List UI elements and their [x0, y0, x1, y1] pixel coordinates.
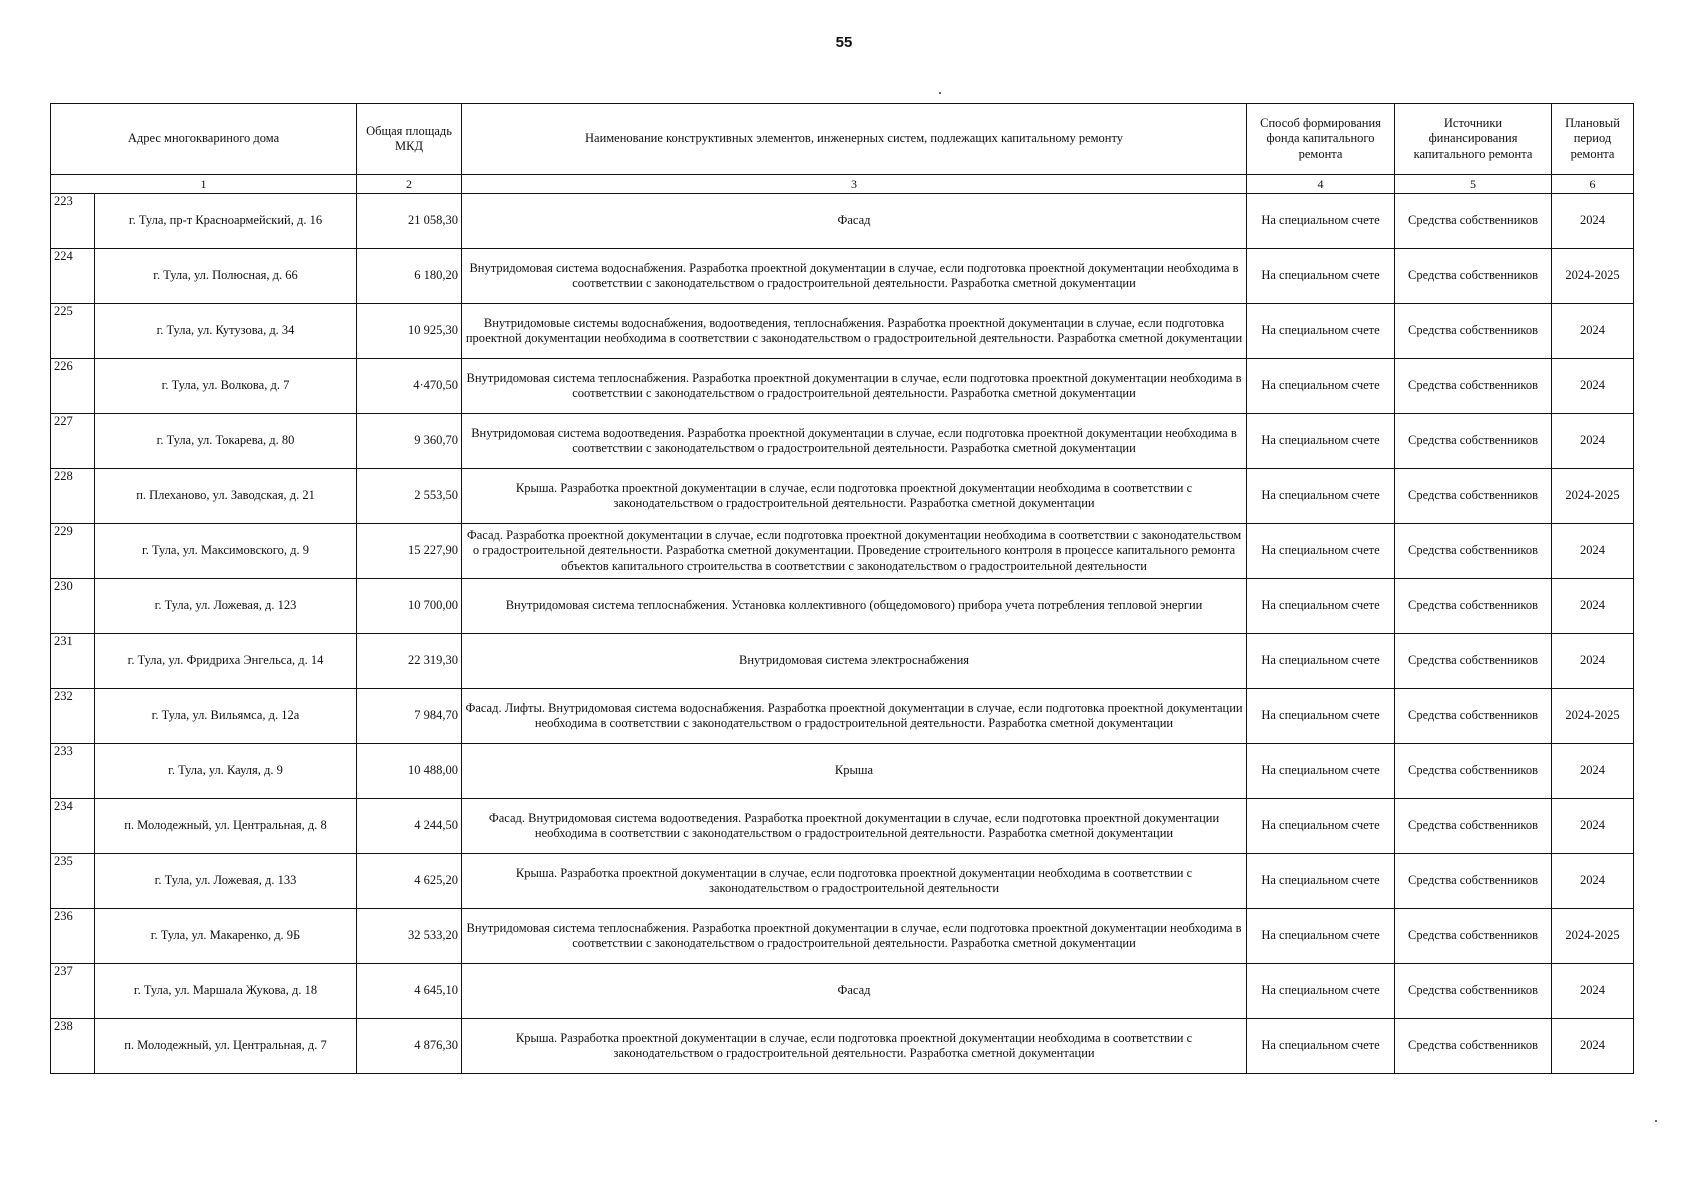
fund-mode-cell: На специальном счете — [1247, 854, 1395, 909]
works-cell: Крыша. Разработка проектной документации в случае, если подготовка проектной документации необходима в соответствии с законодательством о градостроительной деятельности — [462, 854, 1247, 909]
table-header-row — [51, 104, 1634, 175]
funding-source-cell: Средства собственников — [1395, 799, 1552, 854]
fund-mode-cell: На специальном счете — [1247, 524, 1395, 579]
address-cell: г. Тула, ул. Ложевая, д. 123 — [95, 579, 357, 634]
table-row — [51, 1019, 1634, 1074]
area-cell: 2 553,50 — [357, 469, 462, 524]
works-cell: Внутридомовая система водоотведения. Разработка проектной документации в случае, если подготовка проектной документации необходима в соответствии с законодательством о градостроительной деятельности. Разработка сметной документации — [462, 414, 1247, 469]
address-cell: п. Плеханово, ул. Заводская, д. 21 — [95, 469, 357, 524]
fund-mode-cell: На специальном счете — [1247, 469, 1395, 524]
area-cell: 9 360,70 — [357, 414, 462, 469]
fund-mode-cell: На специальном счете — [1247, 249, 1395, 304]
address-cell: г. Тула, ул. Макаренко, д. 9Б — [95, 909, 357, 964]
table-row — [51, 304, 1634, 359]
area-cell: 21 058,30 — [357, 194, 462, 249]
table-row — [51, 469, 1634, 524]
table-row — [51, 744, 1634, 799]
fund-mode-cell: На специальном счете — [1247, 909, 1395, 964]
period-cell: 2024 — [1552, 854, 1634, 909]
area-cell: 6 180,20 — [357, 249, 462, 304]
address-cell: г. Тула, ул. Ложевая, д. 133 — [95, 854, 357, 909]
fund-mode-cell: На специальном счете — [1247, 964, 1395, 1019]
area-cell: 15 227,90 — [357, 524, 462, 579]
address-cell: г. Тула, ул. Полюсная, д. 66 — [95, 249, 357, 304]
funding-source-cell: Средства собственников — [1395, 414, 1552, 469]
funding-source-cell: Средства собственников — [1395, 524, 1552, 579]
address-cell: г. Тула, ул. Кауля, д. 9 — [95, 744, 357, 799]
row-number: 234 — [51, 799, 95, 854]
works-cell: Крыша. Разработка проектной документации в случае, если подготовка проектной документации необходима в соответствии с законодательством о градостроительной деятельности. Разработка сметной документации — [462, 1019, 1247, 1074]
row-number: 238 — [51, 1019, 95, 1074]
works-cell: Фасад — [462, 964, 1247, 1019]
column-number: 4 — [1247, 175, 1395, 194]
funding-source-cell: Средства собственников — [1395, 964, 1552, 1019]
header-period: Плановый период ремонта — [1552, 104, 1634, 175]
column-number: 5 — [1395, 175, 1552, 194]
period-cell: 2024 — [1552, 579, 1634, 634]
scan-speck — [1655, 1120, 1657, 1122]
funding-source-cell: Средства собственников — [1395, 304, 1552, 359]
funding-source-cell: Средства собственников — [1395, 469, 1552, 524]
address-cell: г. Тула, ул. Вильямса, д. 12а — [95, 689, 357, 744]
table-row — [51, 194, 1634, 249]
table-row — [51, 689, 1634, 744]
table-body — [51, 194, 1634, 1074]
row-number: 230 — [51, 579, 95, 634]
works-cell: Крыша — [462, 744, 1247, 799]
header-funding-source: Источники финансирования капитального ремонта — [1395, 104, 1552, 175]
header-area: Общая площадь МКД — [357, 104, 462, 175]
period-cell: 2024-2025 — [1552, 689, 1634, 744]
period-cell: 2024-2025 — [1552, 249, 1634, 304]
period-cell: 2024 — [1552, 359, 1634, 414]
column-number: 3 — [462, 175, 1247, 194]
period-cell: 2024 — [1552, 744, 1634, 799]
area-cell: 10 488,00 — [357, 744, 462, 799]
column-number: 2 — [357, 175, 462, 194]
table-row — [51, 249, 1634, 304]
area-cell: 4·470,50 — [357, 359, 462, 414]
period-cell: 2024 — [1552, 304, 1634, 359]
period-cell: 2024-2025 — [1552, 469, 1634, 524]
row-number: 232 — [51, 689, 95, 744]
scan-speck — [939, 92, 941, 94]
works-cell: Внутридомовая система теплоснабжения. Разработка проектной документации в случае, если подготовка проектной документации необходима в соответствии с законодательством о градостроительной деятельности. Разработка сметной документации — [462, 359, 1247, 414]
works-cell: Фасад. Внутридомовая система водоотведения. Разработка проектной документации в случае, если подготовка проектной документации необходима в соответствии с законодательством о градостроительной деятельности. Разработка сметной документации — [462, 799, 1247, 854]
period-cell: 2024 — [1552, 799, 1634, 854]
column-number: 1 — [51, 175, 357, 194]
funding-source-cell: Средства собственников — [1395, 249, 1552, 304]
funding-source-cell: Средства собственников — [1395, 689, 1552, 744]
period-cell: 2024 — [1552, 964, 1634, 1019]
table-row — [51, 854, 1634, 909]
row-number: 235 — [51, 854, 95, 909]
repair-plan-table — [50, 103, 1634, 1074]
funding-source-cell: Средства собственников — [1395, 1019, 1552, 1074]
address-cell: г. Тула, ул. Волкова, д. 7 — [95, 359, 357, 414]
page-number: 55 — [835, 34, 853, 51]
area-cell: 32 533,20 — [357, 909, 462, 964]
period-cell: 2024 — [1552, 1019, 1634, 1074]
row-number: 231 — [51, 634, 95, 689]
address-cell: п. Молодежный, ул. Центральная, д. 8 — [95, 799, 357, 854]
funding-source-cell: Средства собственников — [1395, 909, 1552, 964]
period-cell: 2024 — [1552, 194, 1634, 249]
row-number: 229 — [51, 524, 95, 579]
works-cell: Фасад. Разработка проектной документации в случае, если подготовка проектной документации необходима в соответствии с законодательством о градостроительной деятельности. Разработка сметной документации. Проведение строительного контроля в процессе капитального ремонта объектов капитального строительства в соответствии с законодательством о градостроительной деятельности — [462, 524, 1247, 579]
table-row — [51, 799, 1634, 854]
fund-mode-cell: На специальном счете — [1247, 304, 1395, 359]
fund-mode-cell: На специальном счете — [1247, 359, 1395, 414]
works-cell: Фасад — [462, 194, 1247, 249]
table-row — [51, 909, 1634, 964]
table-row — [51, 579, 1634, 634]
area-cell: 4 625,20 — [357, 854, 462, 909]
period-cell: 2024 — [1552, 524, 1634, 579]
period-cell: 2024 — [1552, 634, 1634, 689]
works-cell: Крыша. Разработка проектной документации в случае, если подготовка проектной документации необходима в соответствии с законодательством о градостроительной деятельности. Разработка сметной документации — [462, 469, 1247, 524]
column-number: 6 — [1552, 175, 1634, 194]
address-cell: п. Молодежный, ул. Центральная, д. 7 — [95, 1019, 357, 1074]
table-row — [51, 964, 1634, 1019]
funding-source-cell: Средства собственников — [1395, 744, 1552, 799]
row-number: 227 — [51, 414, 95, 469]
fund-mode-cell: На специальном счете — [1247, 689, 1395, 744]
fund-mode-cell: На специальном счете — [1247, 414, 1395, 469]
area-cell: 7 984,70 — [357, 689, 462, 744]
area-cell: 4 645,10 — [357, 964, 462, 1019]
works-cell: Внутридомовая система водоснабжения. Разработка проектной документации в случае, если подготовка проектной документации необходима в соответствии с законодательством о градостроительной деятельности. Разработка сметной документации — [462, 249, 1247, 304]
row-number: 226 — [51, 359, 95, 414]
address-cell: г. Тула, ул. Максимовского, д. 9 — [95, 524, 357, 579]
fund-mode-cell: На специальном счете — [1247, 1019, 1395, 1074]
table-row — [51, 359, 1634, 414]
row-number: 233 — [51, 744, 95, 799]
table-row — [51, 524, 1634, 579]
period-cell: 2024-2025 — [1552, 909, 1634, 964]
area-cell: 10 925,30 — [357, 304, 462, 359]
fund-mode-cell: На специальном счете — [1247, 799, 1395, 854]
funding-source-cell: Средства собственников — [1395, 634, 1552, 689]
works-cell: Внутридомовые системы водоснабжения, водоотведения, теплоснабжения. Разработка проектной документации в случае, если подготовка проектной документации необходима в соответствии с законодательством о градостроительной деятельности. Разработка сметной документации — [462, 304, 1247, 359]
area-cell: 10 700,00 — [357, 579, 462, 634]
works-cell: Внутридомовая система теплоснабжения. Разработка проектной документации в случае, если подготовка проектной документации необходима в соответствии с законодательством о градостроительной деятельности. Разработка сметной документации — [462, 909, 1247, 964]
works-cell: Фасад. Лифты. Внутридомовая система водоснабжения. Разработка проектной документации в случае, если подготовка проектной документации необходима в соответствии с законодательством о градостроительной деятельности. Разработка сметной документации — [462, 689, 1247, 744]
row-number: 228 — [51, 469, 95, 524]
table-row — [51, 634, 1634, 689]
row-number: 223 — [51, 194, 95, 249]
address-cell: г. Тула, ул. Кутузова, д. 34 — [95, 304, 357, 359]
area-cell: 4 244,50 — [357, 799, 462, 854]
address-cell: г. Тула, ул. Фридриха Энгельса, д. 14 — [95, 634, 357, 689]
address-cell: г. Тула, ул. Токарева, д. 80 — [95, 414, 357, 469]
period-cell: 2024 — [1552, 414, 1634, 469]
row-number: 225 — [51, 304, 95, 359]
area-cell: 22 319,30 — [357, 634, 462, 689]
address-cell: г. Тула, ул. Маршала Жукова, д. 18 — [95, 964, 357, 1019]
table-row — [51, 414, 1634, 469]
row-number: 237 — [51, 964, 95, 1019]
row-number: 236 — [51, 909, 95, 964]
fund-mode-cell: На специальном счете — [1247, 194, 1395, 249]
fund-mode-cell: На специальном счете — [1247, 744, 1395, 799]
row-number: 224 — [51, 249, 95, 304]
header-address: Адрес многоквариного дома — [51, 104, 357, 175]
funding-source-cell: Средства собственников — [1395, 854, 1552, 909]
header-fund-mode: Способ формирования фонда капитального ремонта — [1247, 104, 1395, 175]
works-cell: Внутридомовая система теплоснабжения. Установка коллективного (общедомового) прибора учета потребления тепловой энергии — [462, 579, 1247, 634]
area-cell: 4 876,30 — [357, 1019, 462, 1074]
fund-mode-cell: На специальном счете — [1247, 634, 1395, 689]
funding-source-cell: Средства собственников — [1395, 579, 1552, 634]
header-works: Наименование конструктивных элементов, инженерных систем, подлежащих капитальному ремонту — [462, 104, 1247, 175]
funding-source-cell: Средства собственников — [1395, 194, 1552, 249]
funding-source-cell: Средства собственников — [1395, 359, 1552, 414]
column-number-row — [51, 175, 1634, 194]
works-cell: Внутридомовая система электроснабжения — [462, 634, 1247, 689]
fund-mode-cell: На специальном счете — [1247, 579, 1395, 634]
address-cell: г. Тула, пр-т Красноармейский, д. 16 — [95, 194, 357, 249]
